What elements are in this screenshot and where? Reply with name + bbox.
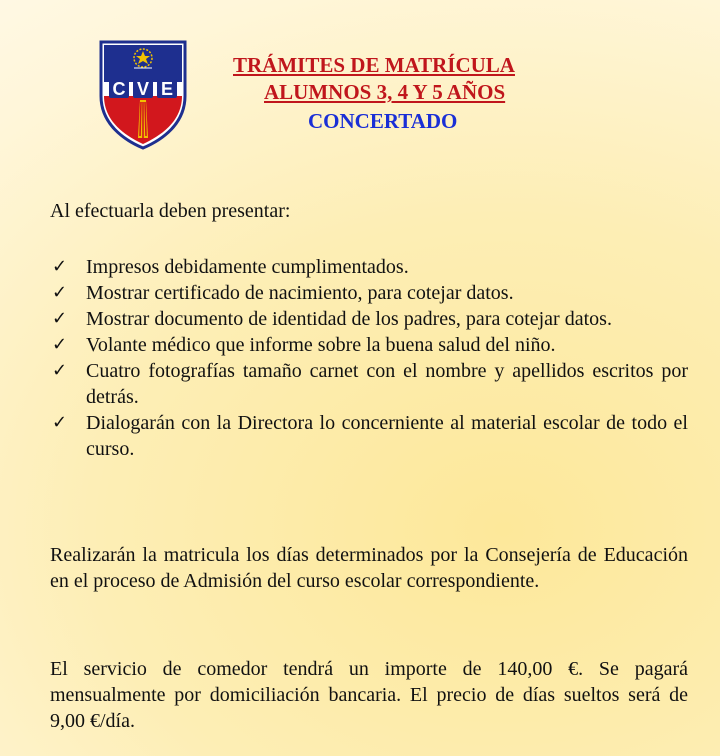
list-item: ✓ Volante médico que informe sobre la buena salud del niño. — [52, 334, 556, 356]
list-item: ✓ Dialogarán con la Directora lo concerniente al material escolar de todo el curso. — [52, 412, 688, 460]
intro-text: Al efectuarla deben presentar: — [50, 200, 291, 222]
enrollment-paragraph: Realizarán la matricula los días determinados por la Consejería de Educación en el proceso de Admisión del curso escolar correspondiente. — [50, 544, 688, 592]
list-item: ✓ Mostrar documento de identidad de los padres, para cotejar datos. — [52, 308, 612, 330]
svg-text:C: C — [112, 79, 126, 99]
checkmark-icon: ✓ — [52, 334, 68, 355]
requirements-list — [50, 254, 688, 462]
checkmark-icon: ✓ — [52, 308, 68, 329]
dining-service-paragraph: El servicio de comedor tendrá un importe de 140,00 €. Se pagará mensualmente por domiciliación bancaria. El precio de días sueltos será de 9,00 €/día. — [50, 658, 688, 732]
checkmark-icon: ✓ — [52, 256, 68, 277]
list-item: ✓ Impresos debidamente cumplimentados. — [52, 256, 409, 278]
school-crest-logo — [98, 38, 188, 150]
svg-text:E: E — [160, 79, 174, 99]
page-title-line-2: ALUMNOS 3, 4 Y 5 AÑOS — [264, 80, 506, 104]
logo-letters — [109, 78, 177, 99]
checkmark-icon: ✓ — [52, 412, 68, 433]
checkmark-icon: ✓ — [52, 360, 68, 381]
page-subtitle: CONCERTADO — [308, 109, 458, 133]
page-title-line-1: TRÁMITES DE MATRÍCULA — [233, 53, 515, 77]
checkmark-icon: ✓ — [52, 282, 68, 303]
svg-text:V: V — [136, 79, 150, 99]
list-item: ✓ Mostrar certificado de nacimiento, para cotejar datos. — [52, 282, 514, 304]
list-item: ✓ Cuatro fotografías tamaño carnet con el nombre y apellidos escritos por detrás. — [52, 360, 688, 408]
